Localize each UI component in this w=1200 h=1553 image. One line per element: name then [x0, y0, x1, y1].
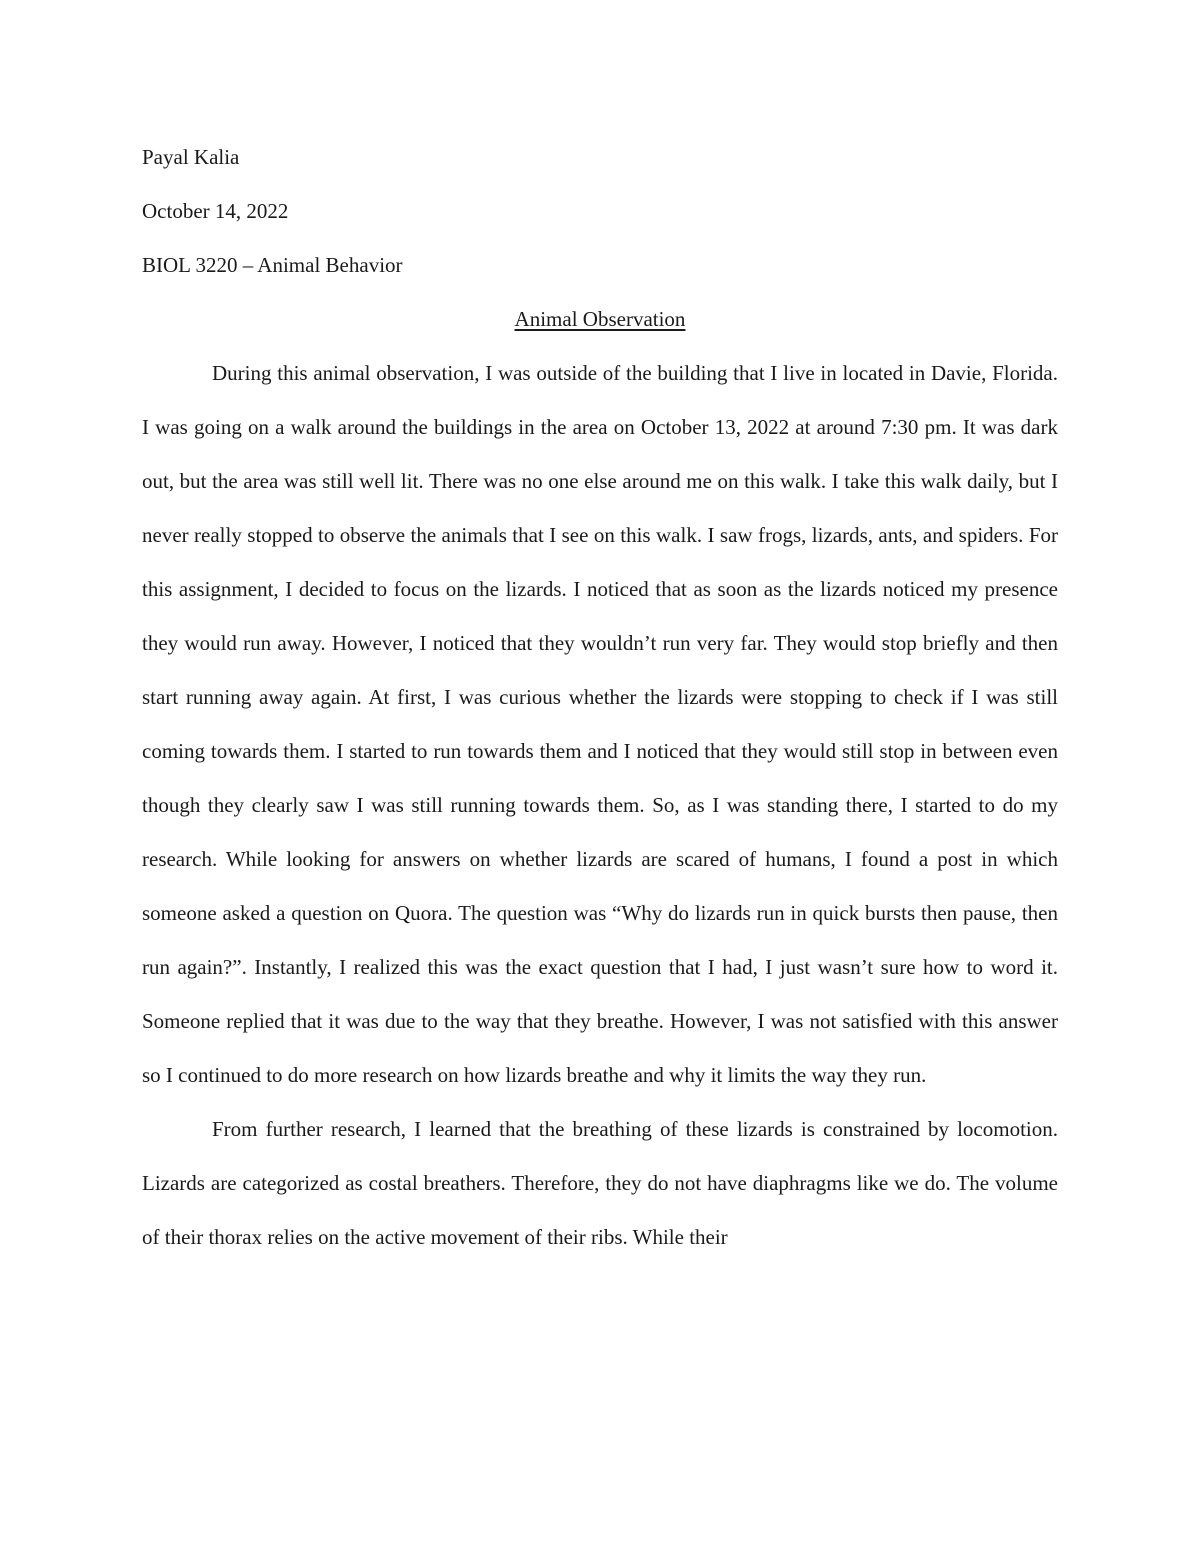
document-body — [142, 141, 1058, 1264]
document-title: Animal Observation — [514, 307, 686, 331]
paragraph-2: From further research, I learned that the breathing of these lizards is constrained by locomotion. Lizards are categorized as costal breathers. Therefore, they do not have diaphragms like we do. The volume of their thorax relies on the active movement of their ribs. While their — [142, 1117, 1058, 1249]
paragraph-1: During this animal observation, I was outside of the building that I live in located in Davie, Florida. I was going on a walk around the buildings in the area on October 13, 2022 at around 7:30 pm. It was dark out, but the area was still well lit. There was no one else around me on this walk. I take this walk daily, but I never really stopped to observe the animals that I see on this walk. I saw frogs, lizards, ants, and spiders. For this assignment, I decided to focus on the lizards. I noticed that as soon as the lizards noticed my presence they would run away. However, I noticed that they wouldn’t run very far. They would stop briefly and then start running away again. At first, I was curious whether the lizards were stopping to check if I was still coming towards them. I started to run towards them and I noticed that they would still stop in between even though they clearly saw I was still running towards them. So, as I was standing there, I started to do my research. While looking for answers on whether lizards are scared of humans, I found a post in which someone asked a question on Quora. The question was “Why do lizards run in quick bursts then pause, then run again?”. Instantly, I realized this was the exact question that I had, I just wasn’t sure how to word it. Someone replied that it was due to the way that they breathe. However, I was not satisfied with this answer so I continued to do more research on how lizards breathe and why it limits the way they run. — [142, 361, 1058, 1087]
author-name: Payal Kalia — [142, 145, 240, 169]
course-name: BIOL 3220 – Animal Behavior — [142, 253, 403, 277]
document-date: October 14, 2022 — [142, 199, 289, 223]
